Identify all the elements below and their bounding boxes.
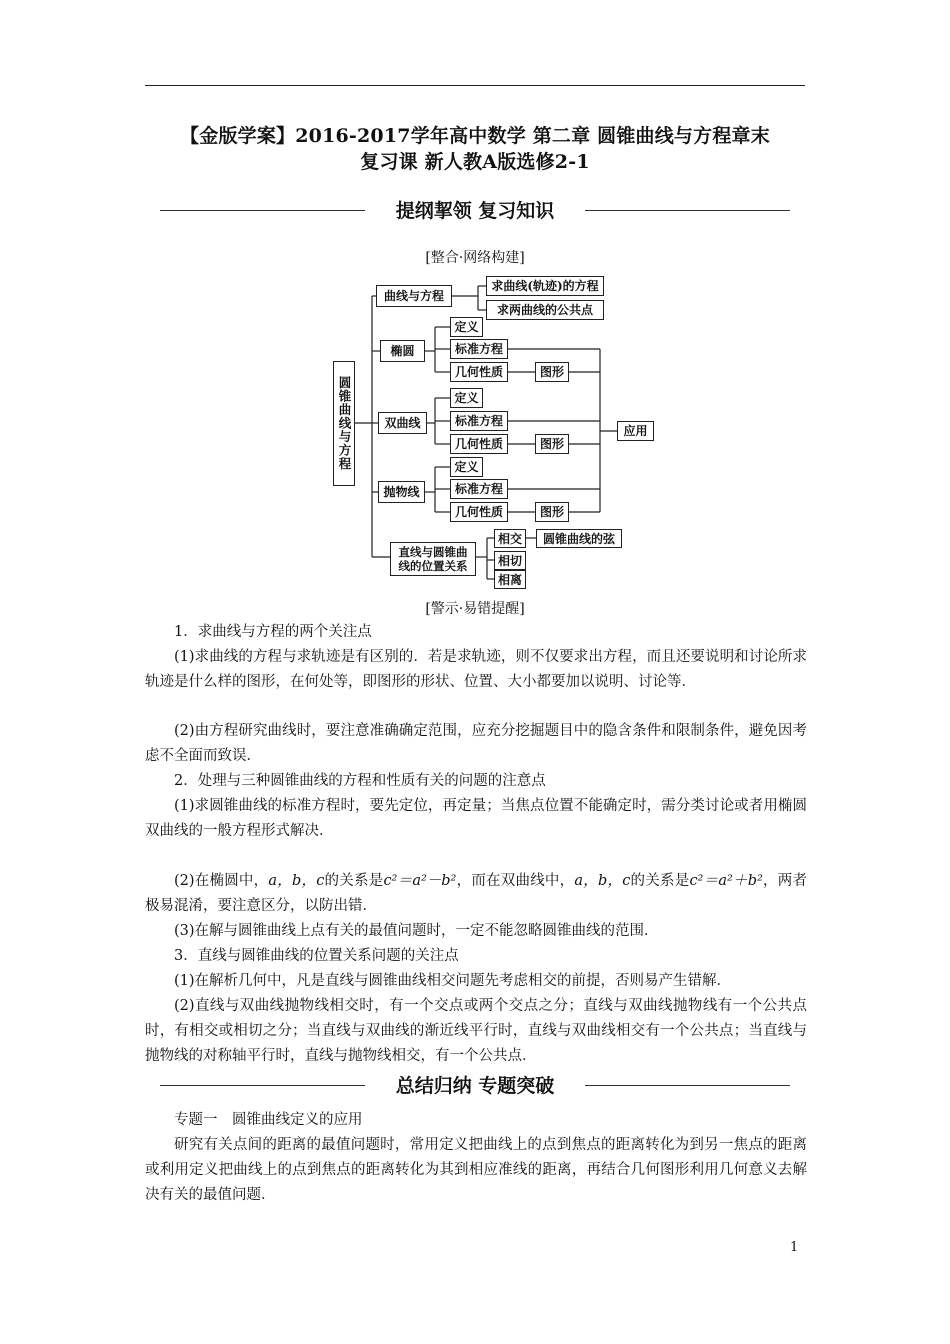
node-ellipse-geometry: 几何性质 bbox=[450, 362, 508, 382]
node-ellipse-definition: 定义 bbox=[450, 317, 483, 337]
title-line-2: 复习课 新人教A版选修2-1 bbox=[360, 151, 590, 173]
node-ellipse-figure: 图形 bbox=[535, 362, 569, 382]
node-parabola-standard: 标准方程 bbox=[450, 479, 508, 499]
paragraph-7: (2)直线与双曲线抛物线相交时，有一个交点或两个交点之分；直线与双曲线抛物线有一个公共点时，有相交或相切之分；当直线与双曲线的渐近线平行时，直线与双曲线相交有一个公共点；当直线与抛物线的对称轴平行时，直线与抛物线相交，有一个公共点． bbox=[145, 998, 807, 1064]
title-line-1: 【金版学案】2016-2017学年高中数学 第二章 圆锥曲线与方程章末 bbox=[180, 125, 770, 147]
node-hyperbola-geometry: 几何性质 bbox=[450, 434, 508, 454]
node-ellipse: 椭圆 bbox=[380, 340, 425, 362]
paragraph-5: (3)在解与圆锥曲线上点有关的最值问题时，一定不能忽略圆锥曲线的范围． bbox=[174, 923, 659, 939]
paragraph-8: 研究有关点间的距离的最值问题时，常用定义把曲线上的点到焦点的距离转化为到另一焦点的距离或利用定义把曲线上的点到焦点的距离转化为其到相应准线的距离，再结合几何图形利用几何意义去解决有关的最值问题． bbox=[145, 1137, 807, 1203]
node-apply: 应用 bbox=[617, 421, 654, 441]
node-chord: 圆锥曲线的弦 bbox=[536, 529, 622, 548]
hyperbola-relation: c²＝a²＋b² bbox=[689, 873, 763, 889]
paragraph-1: (1)求曲线的方程与求轨迹是有区别的．若是求轨迹，则不仅要求出方程，而且还要说明和讨论所求轨迹是什么样的图形，在何处等，即图形的形状、位置、大小都要加以说明、讨论等． bbox=[145, 649, 807, 690]
section-title-2: 总结归纳 专题突破 bbox=[395, 1075, 555, 1097]
node-common-points: 求两曲线的公共点 bbox=[486, 300, 604, 320]
heading-3: 3．直线与圆锥曲线的位置关系问题的关注点 bbox=[174, 948, 459, 964]
paragraph-3: (1)求圆锥曲线的标准方程时，要先定位，再定量；当焦点位置不能确定时，需分类讨论或者用椭圆双曲线的一般方程形式解决． bbox=[145, 798, 807, 839]
heading-1: 1．求曲线与方程的两个关注点 bbox=[174, 624, 372, 640]
node-line-conic: 直线与圆锥曲线的位置关系 bbox=[390, 542, 476, 576]
paragraph-2: (2)由方程研究曲线时，要注意准确确定范围，应充分挖掘题目中的隐含条件和限制条件，避免因考虑不全面而致误． bbox=[145, 723, 807, 764]
paragraph-6: (1)在解析几何中，凡是直线与圆锥曲线相交问题先考虑相交的前提，否则易产生错解． bbox=[174, 973, 732, 989]
node-hyperbola: 双曲线 bbox=[378, 412, 427, 434]
node-parabola-geometry: 几何性质 bbox=[450, 502, 508, 522]
node-parabola-definition: 定义 bbox=[450, 457, 483, 477]
paragraph-4: (2)在椭圆中，a，b，c的关系是c²＝a²－b²，而在双曲线中，a，b，c的关系是c²＝a²＋b²，两者极易混淆，要注意区分，以防出错． bbox=[145, 873, 807, 914]
node-ellipse-standard: 标准方程 bbox=[450, 339, 508, 359]
node-curve-equation: 曲线与方程 bbox=[376, 285, 452, 307]
caption-warning: [警示·易错提醒] bbox=[425, 601, 525, 617]
node-root: 圆锥曲线与方程 bbox=[333, 361, 355, 486]
section-header-2 bbox=[160, 1074, 790, 1098]
node-hyperbola-standard: 标准方程 bbox=[450, 411, 508, 431]
node-parabola-figure: 图形 bbox=[535, 502, 569, 522]
page-number: 1 bbox=[790, 1240, 799, 1255]
node-parabola: 抛物线 bbox=[378, 481, 425, 503]
node-find-trajectory: 求曲线(轨迹)的方程 bbox=[486, 276, 604, 296]
heading-2: 2．处理与三种圆锥曲线的方程和性质有关的问题的注意点 bbox=[174, 773, 546, 789]
node-hyperbola-figure: 图形 bbox=[535, 434, 569, 454]
node-intersect: 相交 bbox=[494, 529, 526, 548]
node-separate: 相离 bbox=[494, 570, 526, 589]
ellipse-relation: c²＝a²－b² bbox=[383, 873, 457, 889]
node-tangent: 相切 bbox=[494, 551, 526, 570]
topic-1-heading: 专题一 圆锥曲线定义的应用 bbox=[174, 1112, 363, 1128]
section-title-1: 提纲挈领 复习知识 bbox=[395, 200, 555, 222]
caption-network: [整合·网络构建] bbox=[425, 250, 525, 266]
node-hyperbola-definition: 定义 bbox=[450, 388, 483, 408]
